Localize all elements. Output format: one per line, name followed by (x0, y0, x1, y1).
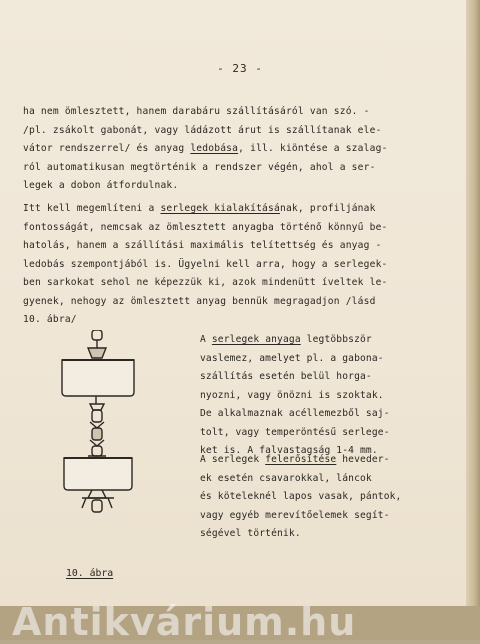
para4-line: ségével történik. (200, 528, 301, 539)
bottom-strip (0, 600, 480, 644)
watermark-text: Antikvárium.hu (12, 600, 357, 644)
para2-line: ledobás szempontjából is. Ügyelni kell arra, hogy a serlegek- (23, 258, 388, 270)
para2-line: gyenek, nehogy az ömlesztett anyag bennük megragadjon /lásd (23, 295, 376, 307)
para2-line: 10. ábra/ (23, 314, 77, 325)
para3-line: vaslemez, amelyet pl. a gabona- (200, 352, 384, 364)
paragraph-1 (23, 103, 423, 196)
page-edge (466, 0, 480, 640)
para2-line: fontosságát, nemcsak az ömlesztett anyagba történő könnyű be- (23, 221, 388, 233)
figure-caption: 10. ábra (66, 568, 114, 579)
para1-line: ról automatikusan megtörténik a rendszer végén, ahol a ser- (23, 161, 376, 173)
para4-line: és köteleknél lapos vasak, pántok, (200, 491, 402, 502)
para3-line: szállítás esetén belül horga- (200, 371, 372, 382)
para2-line: Itt kell megemlíteni a serlegek kialakításának, profiljának (23, 203, 376, 214)
para4-line: ek esetén csavarokkal, láncok (200, 472, 372, 484)
para4-line: vagy egyéb merevítőelemek segít- (200, 509, 390, 521)
para3-line: nyozni, vagy önözni is szoktak. (200, 389, 384, 401)
page-number: - 23 - (217, 62, 263, 75)
paragraph-2 (23, 200, 423, 330)
paragraph-mounting (200, 451, 400, 544)
para2-line: hatolás, hanem a szállítási maximális telítettség és anyag - (23, 240, 382, 251)
para1-line: legek a dobon átfordulnak. (23, 180, 179, 191)
para4-line: A serlegek felerősítése heveder- (200, 454, 390, 465)
para3-line: ket is. A falvastagság 1-4 mm. (200, 445, 378, 456)
bucket-elevator-figure (52, 330, 142, 530)
para2-line: ben sarkokat sehol ne képezzük ki, azok mindenütt íveltek le- (23, 277, 388, 288)
para3-line: tolt, vagy temperöntésű serlege- (200, 426, 390, 438)
para1-line: /pl. zsákolt gabonát, vagy ládázott árut is szállítanak ele- (23, 124, 382, 136)
para1-line: vátor rendszerrel/ és anyag ledobása, ill. kiöntése a szalag- (23, 143, 388, 154)
para3-line: A serlegek anyaga legtöbbször (200, 334, 372, 345)
paragraph-materials (200, 331, 400, 461)
para3-line: De alkalmaznak acéllemezből saj- (200, 408, 390, 419)
para1-line: ha nem ömlesztett, hanem darabáru szállításáról van szó. - (23, 106, 370, 117)
